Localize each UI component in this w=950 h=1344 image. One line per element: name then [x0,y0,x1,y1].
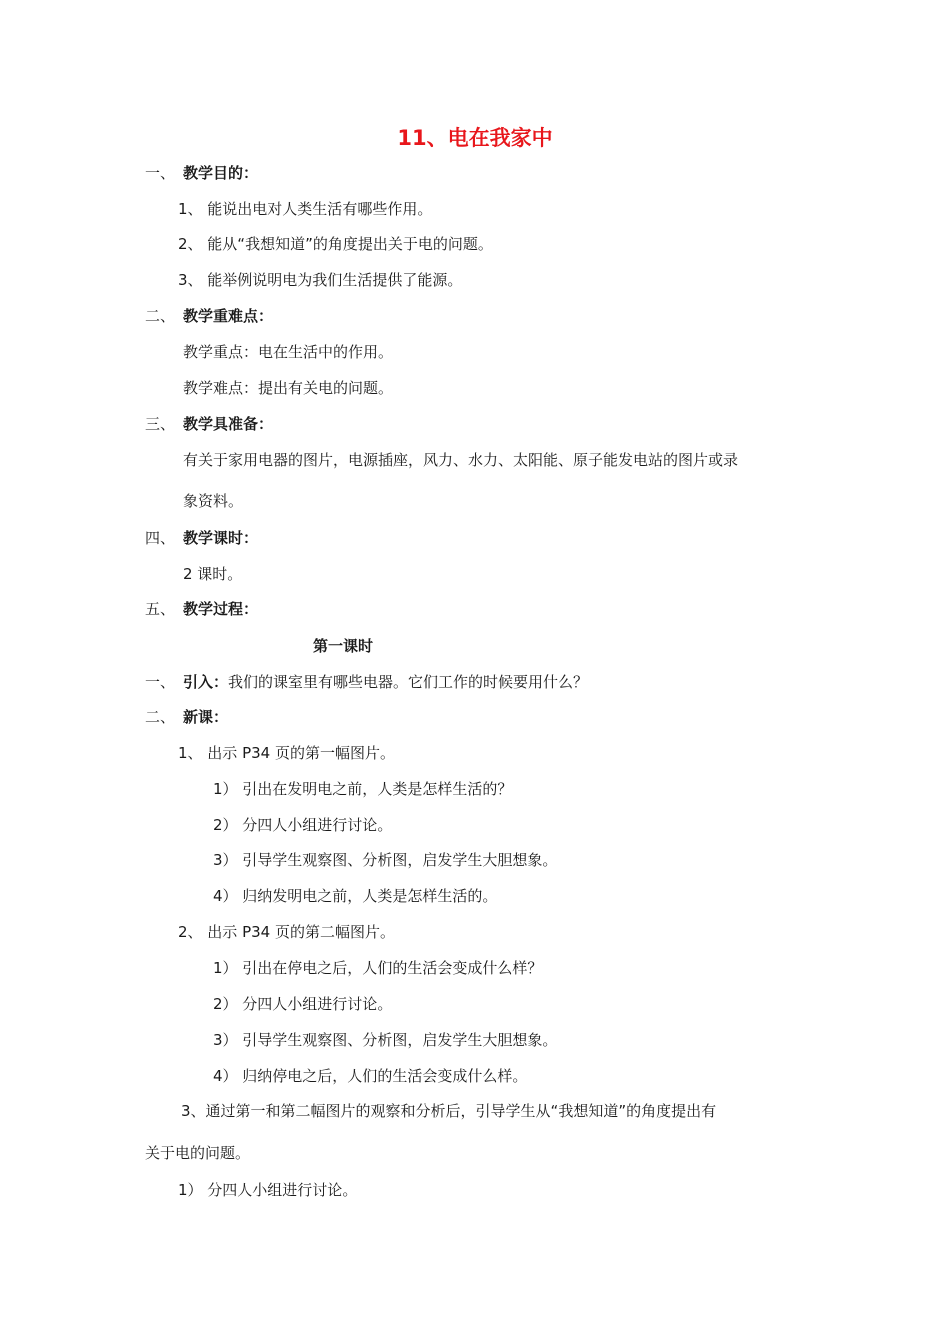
section-title: 教学过程： [183,600,259,618]
section-4-heading [145,528,258,548]
sub-list-item: 1） 引出在发明电之前，人类是怎样生活的？ [213,780,513,798]
paragraph: 3、通过第一和第二幅图片的观察和分析后，引导学生从“我想知道”的角度提出有 [181,1102,717,1120]
step-number: 二、 [145,708,176,726]
step-number: 一、 [145,673,176,691]
section-title: 教学具准备： [183,415,274,433]
step-label: 引入： [183,673,229,691]
section-5-heading [145,599,258,619]
section-number: 一、 [145,164,176,182]
section-title: 教学重难点： [183,307,274,325]
paragraph: 教学重点：电在生活中的作用。 [183,343,394,361]
list-item: 2、 能从“我想知道”的角度提出关于电的问题。 [178,235,493,253]
sub-list-item: 1） 分四人小组进行讨论。 [178,1181,358,1199]
sub-list-item: 3） 引导学生观察图、分析图，启发学生大胆想象。 [213,851,558,869]
list-item: 1、 能说出电对人类生活有哪些作用。 [178,200,433,218]
process-step-intro [145,672,588,692]
section-2-heading [145,306,273,326]
sub-list-item: 4） 归纳停电之后，人们的生活会变成什么样。 [213,1067,528,1085]
paragraph: 教学难点：提出有关电的问题。 [183,379,394,397]
list-item: 3、 能举例说明电为我们生活提供了能源。 [178,271,463,289]
sub-list-item: 1） 引出在停电之后，人们的生活会变成什么样？ [213,959,543,977]
paragraph: 象资料。 [183,492,244,510]
paragraph: 关于电的问题。 [145,1144,251,1162]
section-title: 教学课时： [183,529,259,547]
section-number: 四、 [145,529,176,547]
section-3-heading [145,414,273,434]
paragraph: 有关于家用电器的图片，电源插座，风力、水力、太阳能、原子能发电站的图片或录 [183,451,739,469]
step-text: 我们的课室里有哪些电器。它们工作的时候要用什么？ [228,673,589,691]
document-title: 11、电在我家中 [397,126,553,150]
paragraph: 2 课时。 [183,565,243,583]
step-label: 新课： [183,708,229,726]
sub-list-item: 2） 分四人小组进行讨论。 [213,995,393,1013]
process-step-new-lesson [145,707,228,727]
section-number: 五、 [145,600,176,618]
lesson-heading: 第一课时 [313,637,374,655]
sub-list-item: 2） 分四人小组进行讨论。 [213,816,393,834]
section-title: 教学目的： [183,164,259,182]
section-1-heading [145,163,258,183]
list-item: 1、 出示 P34 页的第一幅图片。 [178,744,395,762]
sub-list-item: 4） 归纳发明电之前，人类是怎样生活的。 [213,887,498,905]
list-item: 2、 出示 P34 页的第二幅图片。 [178,923,395,941]
sub-list-item: 3） 引导学生观察图、分析图，启发学生大胆想象。 [213,1031,558,1049]
section-number: 二、 [145,307,176,325]
section-number: 三、 [145,415,176,433]
